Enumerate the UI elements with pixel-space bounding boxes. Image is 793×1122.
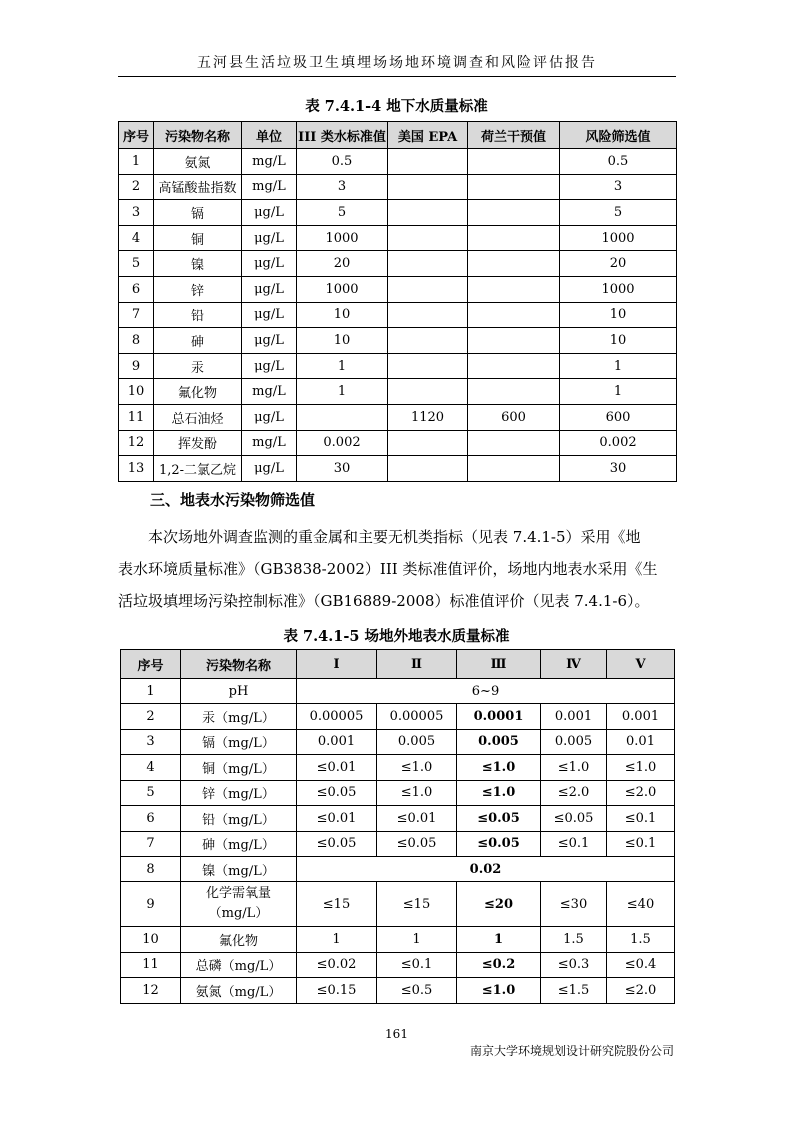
table-cell: 0.02 [297,857,675,882]
table-cell: ≤1.5 [541,978,607,1004]
table-cell: 0.5 [297,149,388,175]
table-cell: 0.00005 [297,704,377,730]
table-cell: ≤0.01 [297,806,377,832]
surface-water-standard-table [120,649,675,1004]
table-cell [468,225,560,251]
table-cell [468,200,560,226]
table-cell: 30 [560,456,677,482]
table-cell: 30 [297,456,388,482]
table-row [121,755,675,781]
table-cell: 1000 [560,225,677,251]
table-cell: ≤0.1 [607,831,675,857]
table-cell: 镉 [154,200,242,226]
table-cell: ≤0.05 [297,780,377,806]
table-cell: ≤2.0 [607,780,675,806]
table-cell [388,430,468,456]
table-cell: 氨氮（mg/L） [181,978,297,1004]
table-cell: 0.002 [297,430,388,456]
table-row [119,430,677,456]
table-cell: 0.005 [541,729,607,755]
table-cell: 0.01 [607,729,675,755]
table-cell: 锌 [154,276,242,302]
table-cell: 8 [119,328,154,354]
table-cell: 2 [119,174,154,200]
col-header: 污染物名称 [154,122,242,149]
table-cell: 1.5 [607,927,675,953]
table-row [121,882,675,927]
table-row [119,302,677,328]
table-cell: 1000 [297,225,388,251]
table-cell [468,430,560,456]
table-row [121,679,675,704]
col-header: Ⅰ [297,650,377,679]
table-cell [181,882,297,927]
table-cell: ≤1.0 [607,755,675,781]
table-cell: 镍（mg/L） [181,857,297,882]
table-cell [388,328,468,354]
table-cell: 3 [297,174,388,200]
col-header: 荷兰干预值 [468,122,560,149]
col-header: III 类水标准值 [297,122,388,149]
table-cell [388,302,468,328]
table-row [119,404,677,430]
table-cell: ≤2.0 [607,978,675,1004]
table-cell [468,149,560,175]
table-cell: 0.001 [607,704,675,730]
footer-org: 南京大学环境规划设计研究院股份公司 [469,1044,674,1058]
table-cell: ≤15 [377,882,457,927]
table-row [119,174,677,200]
table-cell: 总石油烃 [154,404,242,430]
table-cell: 0.001 [541,704,607,730]
table-cell: ≤0.01 [377,806,457,832]
table-cell: ≤0.2 [457,952,541,978]
table-cell [388,174,468,200]
table-cell: ≤0.4 [607,952,675,978]
table-cell [297,404,388,430]
table-cell [388,353,468,379]
table-cell: 9 [121,882,181,927]
table-cell [468,174,560,200]
table-row [121,806,675,832]
table-cell: 0.00005 [377,704,457,730]
table-cell: pH [181,679,297,704]
table-row [119,456,677,482]
table-cell [388,276,468,302]
table-cell: 汞 [154,353,242,379]
table-cell: μg/L [242,302,297,328]
table-cell [468,328,560,354]
col-header: Ⅲ [457,650,541,679]
table-row [121,952,675,978]
table-cell: ≤0.1 [377,952,457,978]
table-cell: 1 [121,679,181,704]
table-cell: ≤1.0 [457,755,541,781]
table-cell: 0.005 [457,729,541,755]
table-row [121,780,675,806]
table-cell: 7 [121,831,181,857]
table-cell: ≤2.0 [541,780,607,806]
table-cell: μg/L [242,251,297,277]
table-cell [388,200,468,226]
paragraph-line: 表水环境质量标准》（GB3838-2002）III 类标准值评价，场地内地表水采用《生 [118,560,658,578]
table-cell: ≤1.0 [457,780,541,806]
table-cell: 氟化物 [181,927,297,953]
table-cell: μg/L [242,200,297,226]
table-cell: 3 [560,174,677,200]
col-header: 美国 EPA [388,122,468,149]
table-cell: 1 [297,927,377,953]
col-header: Ⅴ [607,650,675,679]
table-cell: 5 [119,251,154,277]
table2-caption: 表 7.4.1-5 场地外地表水质量标准 [283,628,510,645]
col-header: Ⅱ [377,650,457,679]
table-cell: 3 [121,729,181,755]
table-cell: ≤0.1 [541,831,607,857]
table-row [119,276,677,302]
table-cell: ≤30 [541,882,607,927]
table-cell: ≤0.05 [541,806,607,832]
table-cell: 砷（mg/L） [181,831,297,857]
table-cell: 12 [121,978,181,1004]
table-cell: mg/L [242,149,297,175]
table-cell: 总磷（mg/L） [181,952,297,978]
table-row [121,729,675,755]
table-cell: 7 [119,302,154,328]
table-cell: 汞（mg/L） [181,704,297,730]
table-cell: 10 [560,328,677,354]
table-cell: ≤40 [607,882,675,927]
table-cell [468,251,560,277]
table-cell: 氨氮 [154,149,242,175]
table-cell: 镍 [154,251,242,277]
table-cell: 砷 [154,328,242,354]
table-cell: 铜（mg/L） [181,755,297,781]
table-cell: ≤0.05 [457,831,541,857]
table-row [119,353,677,379]
table-cell: 1 [297,379,388,405]
table-cell: 3 [119,200,154,226]
table-cell: mg/L [242,379,297,405]
table-cell [388,379,468,405]
table-cell: 9 [119,353,154,379]
table-cell: 挥发酚 [154,430,242,456]
table-cell [388,251,468,277]
table-cell: 锌（mg/L） [181,780,297,806]
table-cell: ≤1.0 [377,755,457,781]
table-cell: ≤0.05 [377,831,457,857]
table-row [119,328,677,354]
table-row [121,978,675,1004]
groundwater-standard-table [118,121,677,482]
section-title: 三、地表水污染物筛选值 [150,491,316,509]
table-cell: 4 [121,755,181,781]
table-cell: 高锰酸盐指数 [154,174,242,200]
table-cell: 1 [119,149,154,175]
col-header: Ⅳ [541,650,607,679]
paragraph-line: 活垃圾填埋场污染控制标准》（GB16889-2008）标准值评价（见表 7.4.1-6）。 [118,592,650,610]
table-cell: 氟化物 [154,379,242,405]
page-header: 五河县生活垃圾卫生填埋场场地环境调查和风险评估报告 [118,52,676,77]
table-row [121,704,675,730]
table1-caption: 表 7.4.1-4 地下水质量标准 [305,98,488,115]
table-cell: ≤1.0 [457,978,541,1004]
table-cell: 10 [560,302,677,328]
table-cell: 1000 [297,276,388,302]
table-row [119,379,677,405]
table-cell: 11 [121,952,181,978]
table-cell [468,379,560,405]
table-row [119,251,677,277]
col-header: 污染物名称 [181,650,297,679]
table-cell: 1 [297,353,388,379]
table-cell: μg/L [242,328,297,354]
table-cell: ≤0.3 [541,952,607,978]
page-number: 161 [385,1027,408,1041]
table-cell: ≤0.5 [377,978,457,1004]
table-cell: 铅（mg/L） [181,806,297,832]
table-cell: 镉（mg/L） [181,729,297,755]
table-cell [468,276,560,302]
paragraph-line: 本次场地外调查监测的重金属和主要无机类指标（见表 7.4.1-5）采用《地 [148,528,641,546]
table-cell: 600 [560,404,677,430]
table-cell: 10 [119,379,154,405]
table-cell: μg/L [242,276,297,302]
table-cell: 6 [119,276,154,302]
table-cell: 1000 [560,276,677,302]
table-cell: 0.001 [297,729,377,755]
table-cell: 20 [297,251,388,277]
table-cell [468,353,560,379]
col-header: 风险筛选值 [560,122,677,149]
table-row [119,149,677,175]
table-cell: 11 [119,404,154,430]
table-cell: 8 [121,857,181,882]
table-cell: 0.002 [560,430,677,456]
table-cell: ≤0.02 [297,952,377,978]
table-cell: ≤0.1 [607,806,675,832]
table-cell: 10 [297,302,388,328]
table-row [121,831,675,857]
table-cell: 1 [457,927,541,953]
table-row [121,857,675,882]
table-cell: 1.5 [541,927,607,953]
table-row [119,200,677,226]
table-cell: ≤20 [457,882,541,927]
table-row [119,225,677,251]
table-cell: 5 [121,780,181,806]
table-cell: 5 [297,200,388,226]
table-cell: 0.0001 [457,704,541,730]
table-cell: 12 [119,430,154,456]
cell-line: （mg/L） [208,906,269,921]
table-cell: μg/L [242,353,297,379]
table-cell: ≤0.05 [297,831,377,857]
table-cell: 2 [121,704,181,730]
table-cell: 10 [297,328,388,354]
table-cell: 6~9 [297,679,675,704]
col-header: 单位 [242,122,297,149]
table-cell: 0.5 [560,149,677,175]
table-cell: 1 [560,379,677,405]
table-cell: 600 [468,404,560,430]
table-cell: 13 [119,456,154,482]
table-cell: 4 [119,225,154,251]
table-cell: 1120 [388,404,468,430]
table-cell [468,302,560,328]
table-cell: 1,2-二氯乙烷 [154,456,242,482]
table-cell: 5 [560,200,677,226]
table-cell: 10 [121,927,181,953]
table-cell: 20 [560,251,677,277]
table-cell: ≤15 [297,882,377,927]
table-cell [388,456,468,482]
table-cell: 铜 [154,225,242,251]
table-row [121,927,675,953]
table-cell: μg/L [242,225,297,251]
table-cell: 铅 [154,302,242,328]
cell-line: 化学需氧量 [205,886,271,901]
col-header: 序号 [119,122,154,149]
table-cell: 0.005 [377,729,457,755]
table-cell: ≤0.05 [457,806,541,832]
table-cell: μg/L [242,456,297,482]
table-cell: 1 [377,927,457,953]
table-cell: ≤1.0 [541,755,607,781]
col-header: 序号 [121,650,181,679]
table-cell [388,225,468,251]
table-cell: μg/L [242,404,297,430]
table-cell: 6 [121,806,181,832]
table-cell: mg/L [242,174,297,200]
table-cell: 1 [560,353,677,379]
table-cell: ≤0.01 [297,755,377,781]
table-cell: ≤1.0 [377,780,457,806]
table-cell: mg/L [242,430,297,456]
table-cell: ≤0.15 [297,978,377,1004]
table-cell [388,149,468,175]
table-cell [468,456,560,482]
